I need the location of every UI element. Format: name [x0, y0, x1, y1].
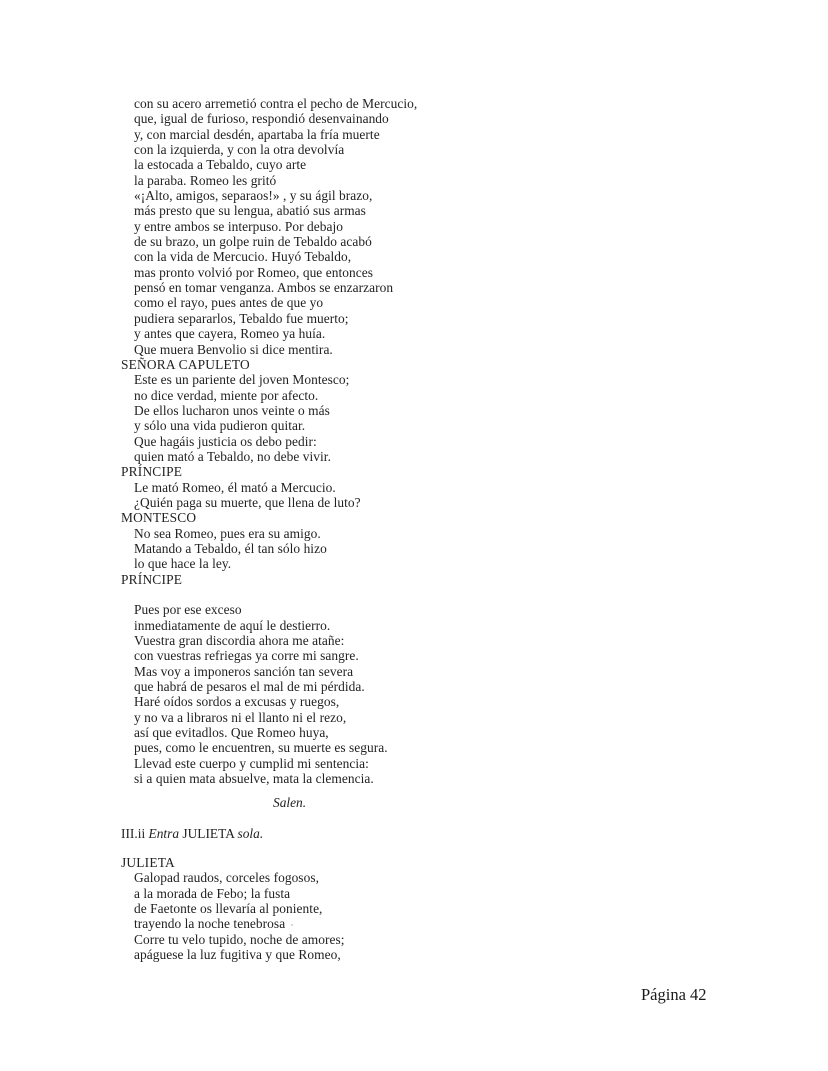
- verse-line: la paraba. Romeo les gritó: [134, 172, 277, 188]
- verse-line: y antes que cayera, Romeo ya huía.: [134, 326, 326, 342]
- verse-line: la estocada a Tebaldo, cuyo arte: [134, 157, 307, 173]
- stage-direction-sola: sola.: [237, 826, 264, 841]
- verse-line: de su brazo, un golpe ruin de Tebaldo acabó: [134, 234, 372, 250]
- verse-line: no dice verdad, miente por afecto.: [134, 387, 319, 403]
- verse-line: Vuestra gran discordia ahora me atañe:: [134, 633, 345, 649]
- verse-line: [121, 916, 345, 931]
- verse-line: ¿Quién paga su muerte, que llena de luto?: [134, 494, 361, 510]
- verse-line: Pues por ese exceso: [134, 602, 242, 618]
- verse-line: si a quien mata absuelve, mata la clemencia.: [134, 771, 374, 787]
- scene-character: JULIETA: [182, 826, 235, 841]
- verse-line: y no va a libraros ni el llanto ni el rezo,: [134, 709, 347, 725]
- verse-line: y entre ambos se interpuso. Por debajo: [134, 218, 344, 234]
- verse-block-act3-scene1: [121, 96, 417, 786]
- verse-line: inmediatamente de aquí le destierro.: [134, 617, 331, 633]
- verse-block-act3-scene2: [121, 855, 345, 962]
- speaker-name-principe: PRÍNCIPE: [121, 464, 183, 480]
- verse-line: de Faetonte os llevaría al poniente,: [134, 901, 323, 917]
- blank-line: [121, 587, 417, 602]
- verse-line: Que muera Benvolio si dice mentira.: [134, 341, 333, 357]
- scan-speck: [291, 924, 293, 926]
- stage-direction-exit: Salen.: [273, 795, 307, 810]
- verse-line: Haré oídos sordos a excusas y ruegos,: [134, 694, 340, 710]
- scene-number: III.ii: [121, 826, 146, 841]
- verse-line-text: trayendo la noche tenebrosa: [134, 916, 286, 932]
- verse-line: apáguese la luz fugitiva y que Romeo,: [134, 947, 341, 963]
- speaker-name-montesco: MONTESCO: [121, 510, 197, 526]
- speaker-name-principe: PRÍNCIPE: [121, 571, 183, 587]
- verse-line: «¡Alto, amigos, separaos!» , y su ágil brazo,: [134, 188, 373, 204]
- verse-line: Matando a Tebaldo, él tan sólo hizo: [134, 540, 327, 556]
- verse-line: con la izquierda, y con la otra devolvía: [134, 142, 345, 158]
- verse-line: Le mató Romeo, él mató a Mercucio.: [134, 479, 336, 495]
- verse-line: quien mató a Tebaldo, no debe vivir.: [134, 448, 331, 464]
- verse-line: lo que hace la ley.: [134, 556, 232, 572]
- verse-line: con la vida de Mercucio. Huyó Tebaldo,: [134, 249, 352, 265]
- stage-direction-entra: Entra: [148, 826, 180, 841]
- speaker-name-julieta: JULIETA: [121, 855, 175, 870]
- verse-line: con vuestras refriegas ya corre mi sangre.: [134, 648, 359, 664]
- verse-line: Galopad raudos, corceles fogosos,: [134, 870, 319, 886]
- verse-line: y, con marcial desdén, apartaba la fría muerte: [134, 126, 380, 142]
- verse-line: como el rayo, pues antes de que yo: [134, 295, 324, 311]
- verse-line: así que evitadlos. Que Romeo huya,: [134, 725, 329, 741]
- verse-line: pudiera separarlos, Tebaldo fue muerto;: [134, 310, 349, 326]
- verse-line: que habrá de pesaros el mal de mi pérdida.: [134, 679, 365, 695]
- verse-line: Llevad este cuerpo y cumplid mi sentencia:: [134, 755, 369, 771]
- verse-line: mas pronto volvió por Romeo, que entonces: [134, 264, 373, 280]
- verse-line: y sólo una vida pudieron quitar.: [134, 418, 306, 434]
- verse-line: No sea Romeo, pues era su amigo.: [134, 525, 321, 541]
- verse-line: Corre tu velo tupido, noche de amores;: [134, 931, 345, 947]
- verse-line: a la morada de Febo; la fusta: [134, 885, 291, 901]
- verse-line: más presto que su lengua, abatió sus armas: [134, 203, 366, 219]
- verse-line: pensó en tomar venganza. Ambos se enzarzaron: [134, 280, 394, 296]
- verse-line: que, igual de furioso, respondió desenvainando: [134, 111, 389, 127]
- verse-line: Mas voy a imponeros sanción tan severa: [134, 663, 354, 679]
- speaker-name-senora-capuleto: SEÑORA CAPULETO: [121, 356, 250, 372]
- verse-line: pues, como le encuentren, su muerte es segura.: [134, 740, 388, 756]
- verse-line: De ellos lucharon unos veinte o más: [134, 402, 330, 418]
- verse-line: Que hagáis justicia os debo pedir:: [134, 433, 317, 449]
- page-number: Página 42: [641, 985, 707, 1004]
- scene-heading: [121, 826, 263, 842]
- verse-line: con su acero arremetió contra el pecho de Mercucio,: [134, 96, 418, 111]
- verse-line: Este es un pariente del joven Montesco;: [134, 372, 350, 388]
